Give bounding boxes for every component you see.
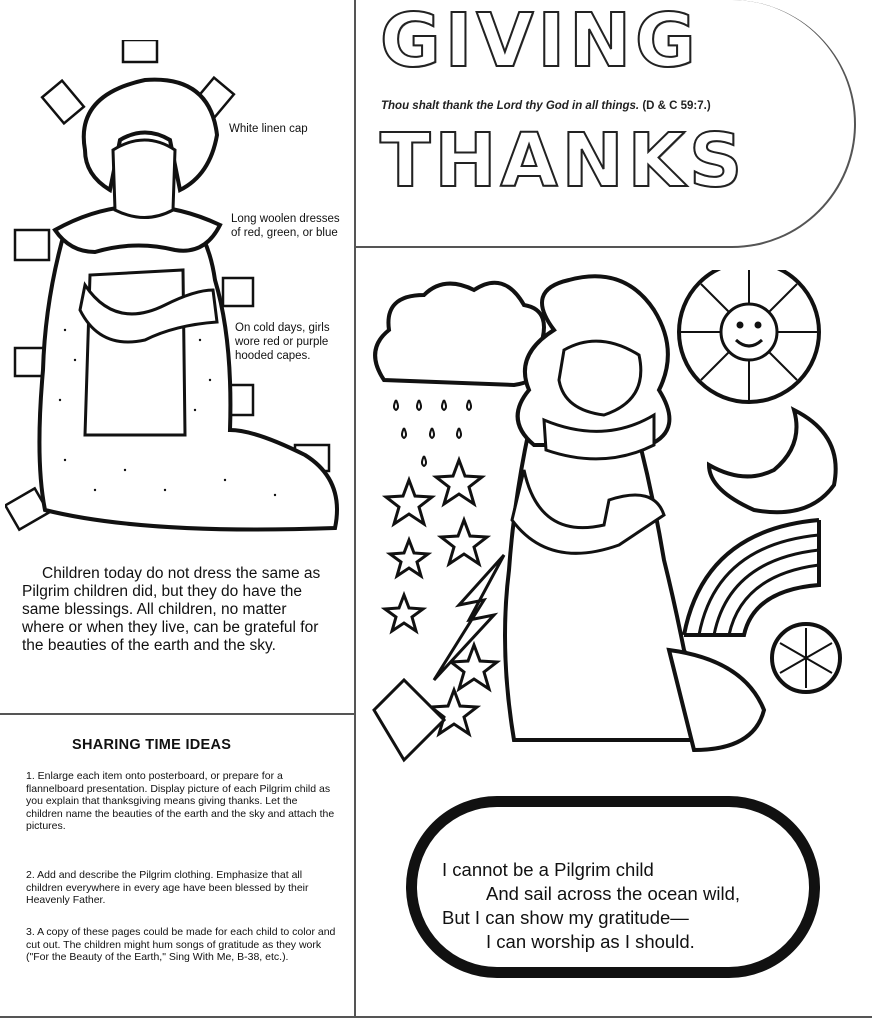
poem-line-3: But I can show my gratitude— <box>442 907 689 928</box>
dress-shape <box>39 225 337 530</box>
title-thanks: THANKS <box>380 118 747 204</box>
poem-line-2: And sail across the ocean wild, <box>486 883 740 904</box>
sharing-idea-3: 3. A copy of these pages could be made for each child to color and cut out. The children might hum songs of gratitude as they work ("For the Beauty of the Earth," Sing With Me, B-38, etc.). <box>26 926 336 963</box>
cutout-tab <box>15 230 49 260</box>
note-linen-cap: White linen cap <box>229 123 308 135</box>
sharing-idea-2: 2. Add and describe the Pilgrim clothing. Emphasize that all children everywhere in every age have been blessed by their Heavenly Father. <box>26 869 309 906</box>
sun-icon <box>679 270 819 402</box>
children-blessings-text: Children today do not dress the same as Pilgrim children did, but they do have the same blessings. All children, no matter where or when they live, can be grateful for the beauties of the earth and the sky. <box>22 565 321 654</box>
sharing-idea-1: 1. Enlarge each item onto posterboard, or prepare for a flannelboard presentation. Display picture of each Pilgrim child as you explain that thanksgiving means giving thanks. Let the children name the beauties of the earth and the sky and attach the pictures. <box>26 770 335 832</box>
scripture-text: Thou shalt thank the Lord thy God in all things. <box>381 100 640 112</box>
rain-drops-icon <box>394 400 471 466</box>
pilgrim-girl-illustration <box>5 40 345 540</box>
rainbow-icon <box>684 520 819 635</box>
poem-line-4: I can worship as I should. <box>486 931 695 952</box>
shooting-star-tail <box>374 680 444 760</box>
girl-dress <box>505 430 697 740</box>
girl-nature-illustration <box>364 270 869 770</box>
sharing-time-title: SHARING TIME IDEAS <box>72 737 232 753</box>
cutout-tab <box>42 81 84 124</box>
scripture-reference: (D & C 59:7.) <box>642 100 711 112</box>
note-woolen-dresses: Long woolen dresses of red, green, or blue <box>231 213 340 239</box>
scripture-quote <box>381 100 821 112</box>
note-hooded-capes: On cold days, girls wore red or purple hooded capes. <box>235 322 330 362</box>
page-bottom-line <box>0 1016 872 1018</box>
moon-icon <box>709 410 836 512</box>
cutout-tab <box>223 278 253 306</box>
snowflake-icon <box>772 624 840 692</box>
title-giving: GIVING <box>380 0 700 84</box>
children-blessings-paragraph <box>22 565 328 655</box>
cutout-tab <box>123 40 157 62</box>
cloud-icon <box>375 283 544 385</box>
poem-line-1: I cannot be a Pilgrim child <box>442 859 654 880</box>
panel-divider-horizontal <box>0 713 356 715</box>
